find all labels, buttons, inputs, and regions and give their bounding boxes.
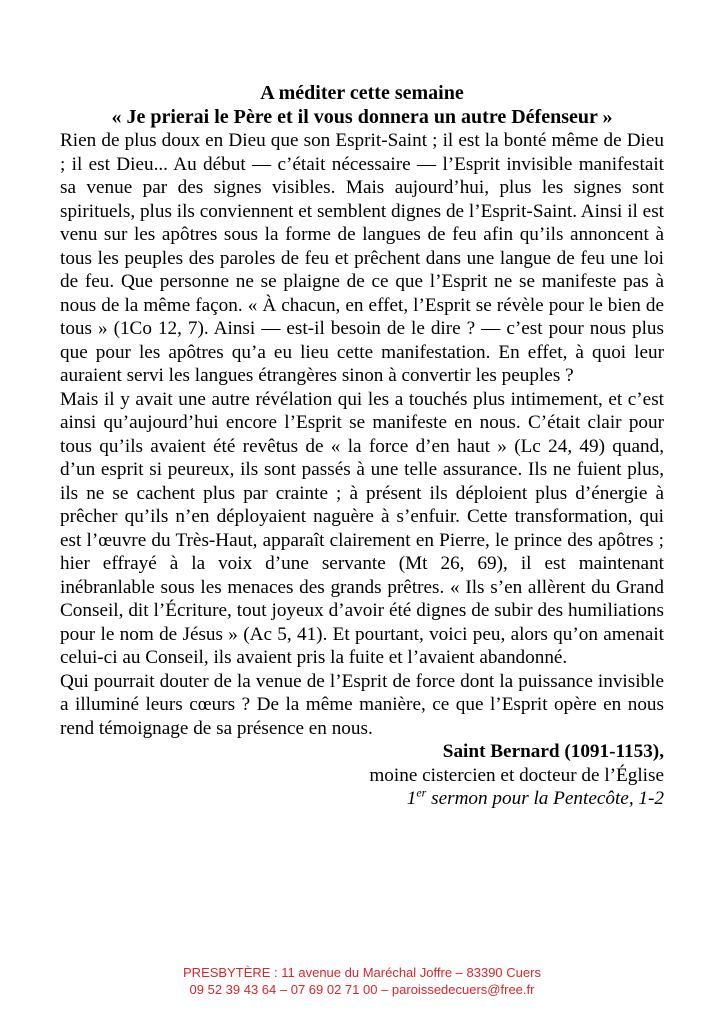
source-reference bbox=[60, 787, 664, 811]
page-content bbox=[60, 82, 664, 811]
paragraph-1: Rien de plus doux en Dieu que son Esprit-Saint ; il est la bonté même de Dieu ; il est Dieu... Au début — c’était nécessaire — l’Esprit invisible manifestait sa venue par des signes visibles. Mais aujourd’hui, plus les signes sont spirituels, plus ils conviennent et semblent dignes de l’Esprit-Saint. Ainsi il est venu sur les apôtres sous la forme de langues de feu afin qu’ils annoncent à tous les peuples des paroles de feu et prêchent dans une langue de feu une loi de feu. Que personne ne se plaigne de ce que l’Esprit ne se manifeste pas à nous de la même façon. « À chacun, en effet, l’Esprit se révèle pour le bien de tous » (1Co 12, 7). Ainsi — est-il besoin de le dire ? — c’est pour nous plus que pour les apôtres qu’a eu lieu cette manifestation. En effet, à quoi leur auraient servi les langues étrangères sinon à convertir les peuples ? bbox=[60, 130, 664, 386]
author-role: moine cistercien et docteur de l’Église bbox=[369, 764, 664, 786]
attribution bbox=[60, 740, 664, 811]
source-title: sermon pour la Pentecôte, 1-2 bbox=[426, 788, 664, 809]
heading-quote: « Je prierai le Père et il vous donnera un autre Défenseur » bbox=[111, 105, 613, 128]
source-superscript: er bbox=[416, 785, 427, 800]
footer-address: PRESBYTÈRE : 11 avenue du Maréchal Joffre – 83390 Cuers bbox=[183, 965, 541, 980]
footer-contact: 09 52 39 43 64 – 07 69 02 71 00 – paroissedecuers@free.fr bbox=[189, 982, 535, 997]
heading bbox=[60, 82, 664, 129]
meditation-text bbox=[60, 129, 664, 740]
footer bbox=[0, 964, 724, 998]
paragraph-3: Qui pourrait douter de la venue de l’Esprit de force dont la puissance invisible a illuminé leurs cœurs ? De la même manière, ce que l’Esprit opère en nous rend témoignage de sa présence en nous. bbox=[60, 670, 664, 739]
heading-title: A méditer cette semaine bbox=[260, 82, 464, 104]
author-name: Saint Bernard (1091-1153), bbox=[442, 741, 664, 762]
paragraph-2: Mais il y avait une autre révélation qui les a touchés plus intimement, et c’est ainsi qu’aujourd’hui encore l’Esprit se manifeste en nous. C’était clair pour tous qu’ils avaient été revêtus de « la force d’en haut » (Lc 24, 49) quand, d’un esprit si peureux, ils sont passés à une telle assurance. Ils ne fuient plus, ils ne se cachent plus par crainte ; à présent ils déploient plus d’énergie à prêcher qu’ils n’en déployaient naguère à s’enfuir. Cette transformation, qui est l’œuvre du Très-Haut, apparaît clairement en Pierre, le prince des apôtres ; hier effrayé à la voix d’une servante (Mt 26, 69), il est maintenant inébranlable sous les menaces des grands prêtres. « Ils s’en allèrent du Grand Conseil, dit l’Écriture, tout joyeux d’avoir été dignes de subir des humiliations pour le nom de Jésus » (Ac 5, 41). Et pourtant, voici peu, alors qu’on amenait celui-ci au Conseil, ils avaient pris la fuite et l’avaient abandonné. bbox=[60, 388, 664, 668]
source-number: 1 bbox=[406, 788, 417, 809]
